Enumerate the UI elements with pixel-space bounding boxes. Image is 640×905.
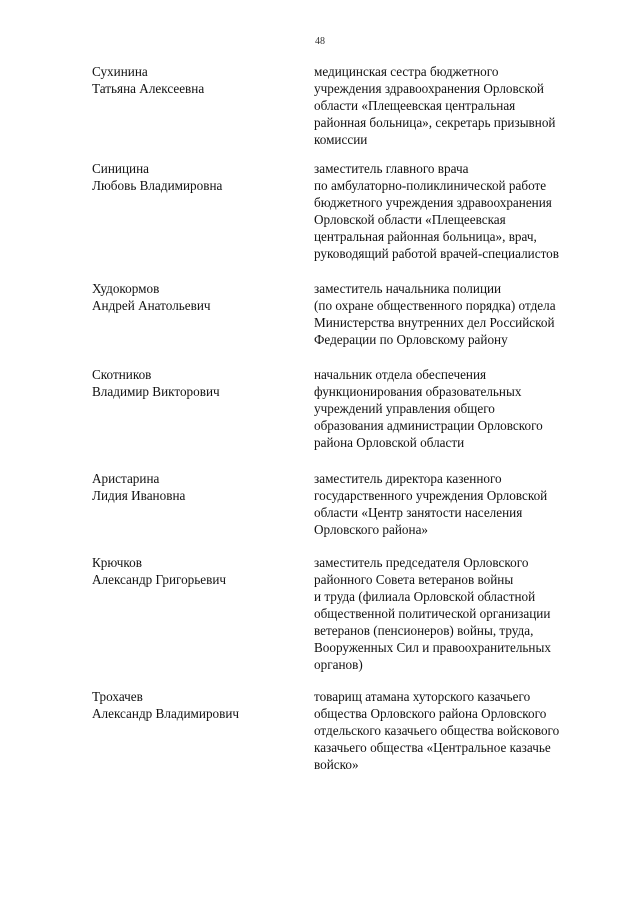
member-given-names: Владимир Викторович [92,384,220,399]
member-name [92,470,292,504]
member-role [314,63,614,148]
role-line: районная больница», секретарь призывной [314,115,556,130]
member-given-names: Лидия Ивановна [92,488,186,503]
member-surname: Трохачев [92,689,143,704]
member-surname: Крючков [92,555,142,570]
member-surname: Сухинина [92,64,148,79]
role-line: ветеранов (пенсионеров) войны, труда, [314,623,534,638]
role-line: учреждений управления общего [314,401,495,416]
member-surname: Худокормов [92,281,160,296]
role-line: Орловского района» [314,522,429,537]
member-name [92,554,292,588]
member-role [314,366,614,451]
role-line: заместитель директора казенного [314,471,502,486]
role-line: и труда (филиала Орловской областной [314,589,536,604]
role-line: образования администрации Орловского [314,418,543,433]
role-line: (по охране общественного порядка) отдела [314,298,556,313]
role-line: Вооруженных Сил и правоохранительных [314,640,551,655]
role-line: Министерства внутренних дел Российской [314,315,555,330]
member-given-names: Андрей Анатольевич [92,298,211,313]
role-line: органов) [314,657,363,672]
member-name [92,280,292,314]
role-line: общества Орловского района Орловского [314,706,547,721]
member-given-names: Любовь Владимировна [92,178,223,193]
member-name [92,63,292,97]
member-given-names: Татьяна Алексеевна [92,81,205,96]
role-line: бюджетного учреждения здравоохранения [314,195,552,210]
role-line: медицинская сестра бюджетного [314,64,499,79]
role-line: области «Плещеевская центральная [314,98,516,113]
role-line: казачьего общества «Центральное казачье [314,740,551,755]
member-name [92,366,292,400]
member-given-names: Александр Владимирович [92,706,240,721]
member-role [314,688,614,773]
role-line: центральная районная больница», врач, [314,229,537,244]
role-line: заместитель председателя Орловского [314,555,529,570]
role-line: Федерации по Орловскому району [314,332,508,347]
member-role [314,160,614,262]
role-line: комиссии [314,132,368,147]
role-line: функционирования образовательных [314,384,522,399]
member-surname: Скотников [92,367,152,382]
role-line: общественной политической организации [314,606,551,621]
role-line: заместитель главного врача [314,161,469,176]
role-line: учреждения здравоохранения Орловской [314,81,544,96]
role-line: области «Центр занятости населения [314,505,523,520]
role-line: отдельского казачьего общества войскового [314,723,560,738]
role-line: заместитель начальника полиции [314,281,502,296]
member-role [314,554,614,673]
member-given-names: Александр Григорьевич [92,572,227,587]
member-role [314,280,614,348]
role-line: государственного учреждения Орловской [314,488,548,503]
role-line: по амбулаторно-поликлинической работе [314,178,547,193]
member-surname: Аристарина [92,471,160,486]
role-line: товарищ атамана хуторского казачьего [314,689,531,704]
role-line: руководящий работой врачей-специалистов [314,246,559,261]
role-line: районного Совета ветеранов войны [314,572,514,587]
member-name [92,688,292,722]
member-name [92,160,292,194]
role-line: начальник отдела обеспечения [314,367,487,382]
role-line: Орловской области «Плещеевская [314,212,506,227]
role-line: района Орловской области [314,435,465,450]
member-role [314,470,614,538]
page-number: 48 [315,36,325,47]
role-line: войско» [314,757,359,772]
member-surname: Синицина [92,161,149,176]
